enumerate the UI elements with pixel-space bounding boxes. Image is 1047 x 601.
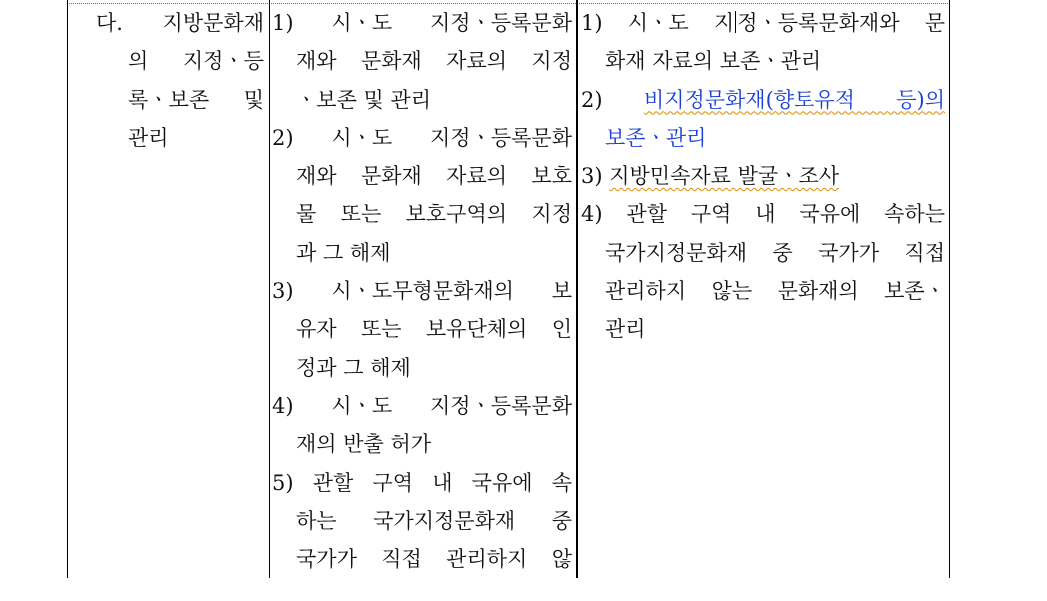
item-line: 과 그 해제 [296, 240, 391, 265]
item-line: 4) 관할 구역 내 국유에 속하는 [581, 202, 945, 227]
list-item [272, 119, 572, 272]
item-prefix: 3) [581, 164, 610, 189]
category-line-3: 록ㆍ보존 및 [128, 87, 264, 112]
highlighted-text: 보존ㆍ관리 [605, 125, 707, 150]
table-cell-revised[interactable] [581, 4, 945, 349]
highlighted-text: 비지정문화재(향토유적 등)의 [643, 87, 945, 112]
item-line: 2) 시ㆍ도 지정ㆍ등록문화 [272, 125, 572, 150]
item-text: 정ㆍ등록문화재와 문 [737, 11, 945, 35]
item-prefix: 2) [581, 87, 644, 112]
table-border-left [67, 0, 68, 578]
item-line [581, 157, 945, 195]
item-line: 물 또는 보호구역의 지정 [296, 202, 572, 227]
item-line: 국가지정문화재 중 국가가 직접 [605, 240, 945, 265]
item-line: 재와 문화재 자료의 보호 [296, 164, 572, 189]
list-item [272, 464, 572, 579]
item-line: ㆍ보존 및 관리 [296, 87, 432, 112]
item-line: 재의 반출 허가 [296, 432, 432, 457]
list-item [581, 195, 945, 348]
table-border-col1 [269, 0, 270, 578]
item-line: 관리 [605, 317, 646, 342]
item-line: 1) 시ㆍ도 지정ㆍ등록문화 [272, 11, 572, 35]
item-line: 정과 그 해제 [296, 355, 411, 380]
item-line: 국가가 직접 관리하지 않 [296, 547, 572, 572]
table-cell-current [272, 4, 572, 578]
item-text: 1) 시ㆍ도 지 [581, 11, 735, 35]
item-line: 화재 자료의 보존ㆍ관리 [605, 49, 822, 74]
item-line [581, 119, 945, 157]
item-text: 지방민속자료 발굴ㆍ조사 [609, 164, 840, 189]
item-line: 5) 관할 구역 내 국유에 속 [272, 470, 572, 495]
list-item [581, 157, 945, 195]
table-border-right [949, 0, 950, 578]
item-line: 재와 문화재 자료의 지정 [296, 49, 572, 74]
category-line-4: 관리 [128, 125, 169, 150]
category-line-1: 다. 지방문화재 [96, 11, 264, 35]
item-line: 하는 국가지정문화재 중 [296, 508, 572, 533]
item-line: 4) 시ㆍ도 지정ㆍ등록문화 [272, 393, 572, 418]
category-line-2: 의 지정ㆍ등 [128, 49, 264, 74]
item-line [581, 4, 945, 42]
item-line [581, 81, 945, 119]
item-line: 3) 시ㆍ도무형문화재의 보 [272, 279, 572, 304]
list-item [581, 81, 945, 158]
item-line: 유자 또는 보유단체의 인 [296, 317, 572, 342]
table-border-col2 [576, 0, 580, 578]
list-item [581, 4, 945, 81]
list-item [272, 4, 572, 119]
item-line: 관리하지 않는 문화재의 보존ㆍ [605, 279, 945, 304]
list-item [272, 387, 572, 464]
table-cell-category [96, 4, 264, 157]
list-item [272, 272, 572, 387]
